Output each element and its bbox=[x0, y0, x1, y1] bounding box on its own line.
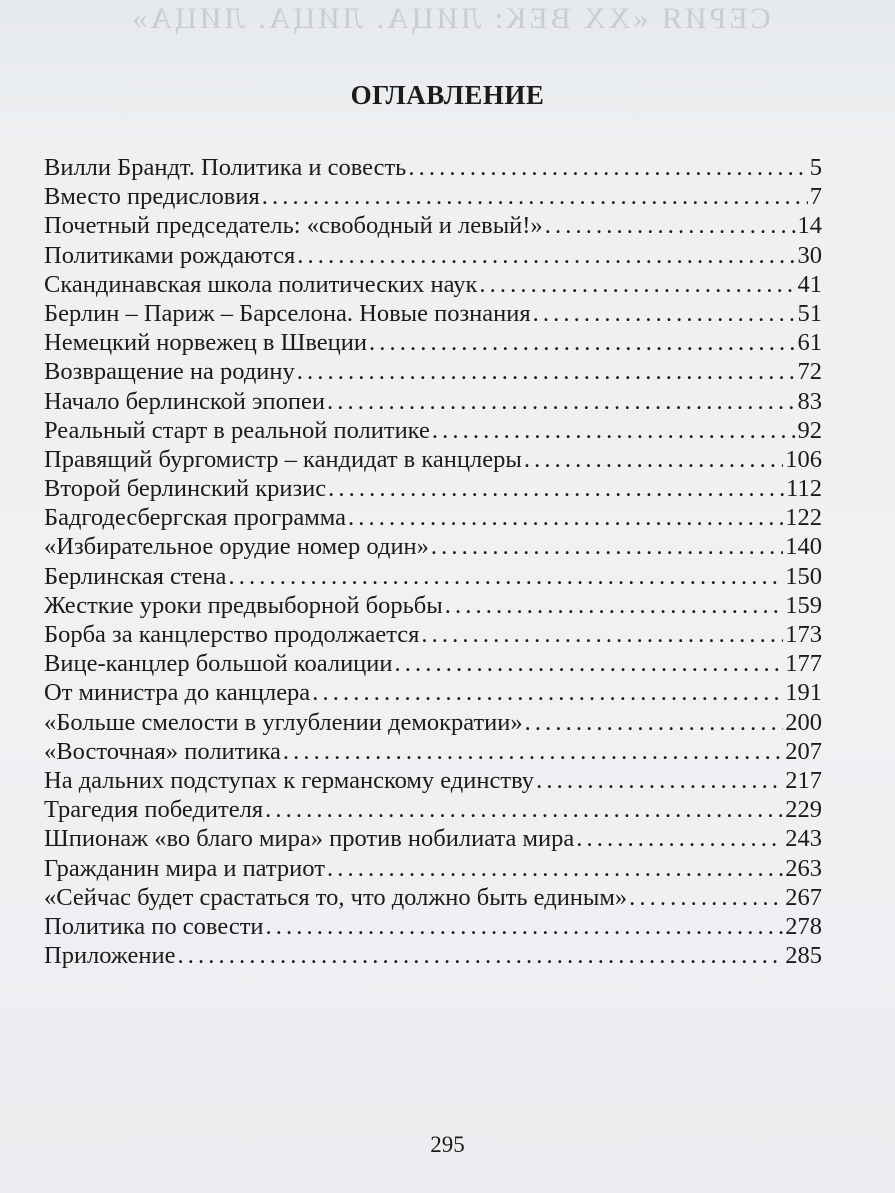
toc-entry-label: «Сейчас будет срастаться то, что должно быть единым» bbox=[44, 883, 628, 911]
toc-entry bbox=[44, 620, 822, 649]
toc-entry bbox=[44, 503, 822, 532]
toc-entry bbox=[44, 708, 822, 737]
toc-entry-page: 177 bbox=[785, 650, 822, 678]
toc-entry-page: 140 bbox=[785, 533, 822, 561]
toc-entry-page: 106 bbox=[785, 445, 822, 473]
dot-leader bbox=[228, 562, 783, 591]
dot-leader bbox=[297, 241, 795, 270]
toc-entry-page: 200 bbox=[785, 708, 822, 736]
dot-leader bbox=[178, 941, 784, 970]
toc-entry-label: От министра до канцлера bbox=[44, 679, 311, 707]
toc-entry-page: 112 bbox=[786, 475, 822, 503]
toc-entry-page: 243 bbox=[785, 825, 822, 853]
dot-leader bbox=[348, 503, 783, 532]
dot-leader bbox=[408, 153, 807, 182]
toc-entry-label: Берлин – Париж – Барселона. Новые познания bbox=[44, 299, 531, 327]
toc-entry-label: Почетный председатель: «свободный и левый!» bbox=[44, 212, 543, 240]
toc-entry-page: 267 bbox=[785, 883, 822, 911]
toc-entry bbox=[44, 153, 822, 182]
toc-entry bbox=[44, 532, 822, 561]
toc-entry-label: Гражданин мира и патриот bbox=[44, 854, 325, 882]
page-number: 295 bbox=[430, 1132, 465, 1157]
toc-entry-label: Вице-канцлер большой коалиции bbox=[44, 650, 393, 678]
toc-entry bbox=[44, 649, 822, 678]
dot-leader bbox=[395, 649, 784, 678]
toc-entry-page: 173 bbox=[785, 621, 822, 648]
toc-title: ОГЛАВЛЕНИЕ bbox=[350, 80, 545, 110]
toc-entry bbox=[44, 416, 822, 445]
toc-entry-label: «Больше смелости в углублении демократии» bbox=[44, 708, 523, 736]
toc-entry-label: Вместо предисловия bbox=[44, 183, 260, 211]
dot-leader bbox=[524, 445, 783, 474]
toc-entry-label: Берлинская стена bbox=[44, 562, 227, 590]
toc-entry-label: Политика по совести bbox=[44, 912, 264, 940]
dot-leader bbox=[421, 620, 783, 649]
toc-entry-label: Правящий бургомистр – кандидат в канцлеры bbox=[44, 445, 522, 473]
toc-entry-page: 30 bbox=[797, 241, 822, 269]
toc-entry-page: 263 bbox=[785, 854, 822, 882]
toc-entry-label: Жесткие уроки предвыборной борьбы bbox=[44, 591, 443, 619]
toc-entry bbox=[44, 474, 822, 503]
dot-leader bbox=[327, 854, 783, 883]
toc-entry bbox=[44, 445, 822, 474]
dot-leader bbox=[545, 211, 796, 240]
dot-leader bbox=[369, 328, 796, 357]
toc-entry bbox=[44, 270, 822, 299]
toc-entry bbox=[44, 678, 822, 707]
dot-leader bbox=[432, 416, 796, 445]
toc-entry-page: 83 bbox=[797, 387, 822, 415]
toc-entry-page: 278 bbox=[785, 912, 822, 940]
toc-entry bbox=[44, 387, 822, 416]
toc-entry-label: Трагедия победителя bbox=[44, 796, 264, 824]
bleed-through-series-header: СЕРИЯ «XX ВЕК: ЛИЦА. ЛИЦА. ЛИЦА» bbox=[129, 2, 771, 35]
toc-entry bbox=[44, 883, 822, 912]
toc-entry-label: Бадгодесбергская программа bbox=[44, 504, 347, 532]
toc-entry-page: 5 bbox=[809, 154, 822, 181]
toc-entry bbox=[44, 766, 822, 795]
toc-entry-page: 207 bbox=[785, 737, 822, 765]
toc-entry-page: 217 bbox=[785, 766, 822, 794]
toc-entry-label: Второй берлинский кризис bbox=[44, 475, 327, 503]
dot-leader bbox=[536, 766, 783, 795]
toc-entry-page: 14 bbox=[797, 212, 822, 240]
dot-leader bbox=[327, 387, 796, 416]
toc-entry bbox=[44, 737, 822, 766]
toc-entry-label: На дальних подступах к германскому единству bbox=[44, 766, 535, 794]
toc-entry-label: Возвращение на родину bbox=[44, 358, 295, 386]
toc-entry-page: 150 bbox=[785, 562, 822, 590]
toc-entry bbox=[44, 211, 822, 240]
toc-entry bbox=[44, 241, 822, 270]
toc-entry bbox=[44, 182, 822, 211]
dot-leader bbox=[533, 299, 796, 328]
toc-entry-page: 92 bbox=[797, 416, 822, 444]
toc-entry-label: Немецкий норвежец в Швеции bbox=[44, 329, 367, 357]
toc-entry bbox=[44, 357, 822, 386]
toc-list bbox=[44, 153, 822, 970]
toc-entry bbox=[44, 795, 822, 824]
toc-entry bbox=[44, 941, 822, 970]
toc-entry-label: «Восточная» политика bbox=[44, 737, 281, 765]
dot-leader bbox=[297, 357, 796, 386]
toc-entry-page: 229 bbox=[785, 796, 822, 824]
toc-entry-page: 41 bbox=[797, 270, 822, 298]
dot-leader bbox=[525, 708, 784, 737]
dot-leader bbox=[283, 737, 783, 766]
toc-entry-label: Шпионаж «во благо мира» против нобилиата мира bbox=[44, 825, 575, 853]
toc-entry-label: Приложение bbox=[44, 942, 176, 970]
dot-leader bbox=[479, 270, 795, 299]
dot-leader bbox=[312, 678, 783, 707]
toc-entry-page: 72 bbox=[797, 358, 822, 386]
toc-entry-page: 61 bbox=[797, 329, 822, 357]
toc-entry-label: Начало берлинской эпопеи bbox=[44, 387, 325, 415]
toc-entry-page: 159 bbox=[785, 591, 822, 619]
toc-entry bbox=[44, 299, 822, 328]
toc-entry bbox=[44, 824, 822, 853]
dot-leader bbox=[266, 912, 784, 941]
toc-entry bbox=[44, 854, 822, 883]
dot-leader bbox=[431, 532, 783, 561]
dot-leader bbox=[265, 795, 783, 824]
toc-entry bbox=[44, 328, 822, 357]
toc-entry-label: Борба за канцлерство продолжается bbox=[44, 621, 420, 648]
toc-entry-page: 51 bbox=[797, 299, 822, 327]
toc-entry bbox=[44, 591, 822, 620]
dot-leader bbox=[262, 182, 808, 211]
toc-entry-page: 122 bbox=[785, 504, 822, 532]
dot-leader bbox=[576, 824, 783, 853]
toc-entry-label: Политиками рождаются bbox=[44, 241, 296, 269]
dot-leader bbox=[629, 883, 783, 912]
toc-entry-page: 7 bbox=[809, 183, 822, 211]
toc-entry-label: Вилли Брандт. Политика и совесть bbox=[44, 154, 407, 181]
toc-entry-label: «Избирательное орудие номер один» bbox=[44, 533, 429, 561]
toc-entry-page: 191 bbox=[785, 679, 822, 707]
toc-entry-label: Реальный старт в реальной политике bbox=[44, 416, 430, 444]
toc-entry-label: Скандинавская школа политических наук bbox=[44, 270, 478, 298]
dot-leader bbox=[328, 474, 784, 503]
toc-entry bbox=[44, 562, 822, 591]
toc-entry-page: 285 bbox=[785, 942, 822, 970]
dot-leader bbox=[445, 591, 784, 620]
toc-entry bbox=[44, 912, 822, 941]
